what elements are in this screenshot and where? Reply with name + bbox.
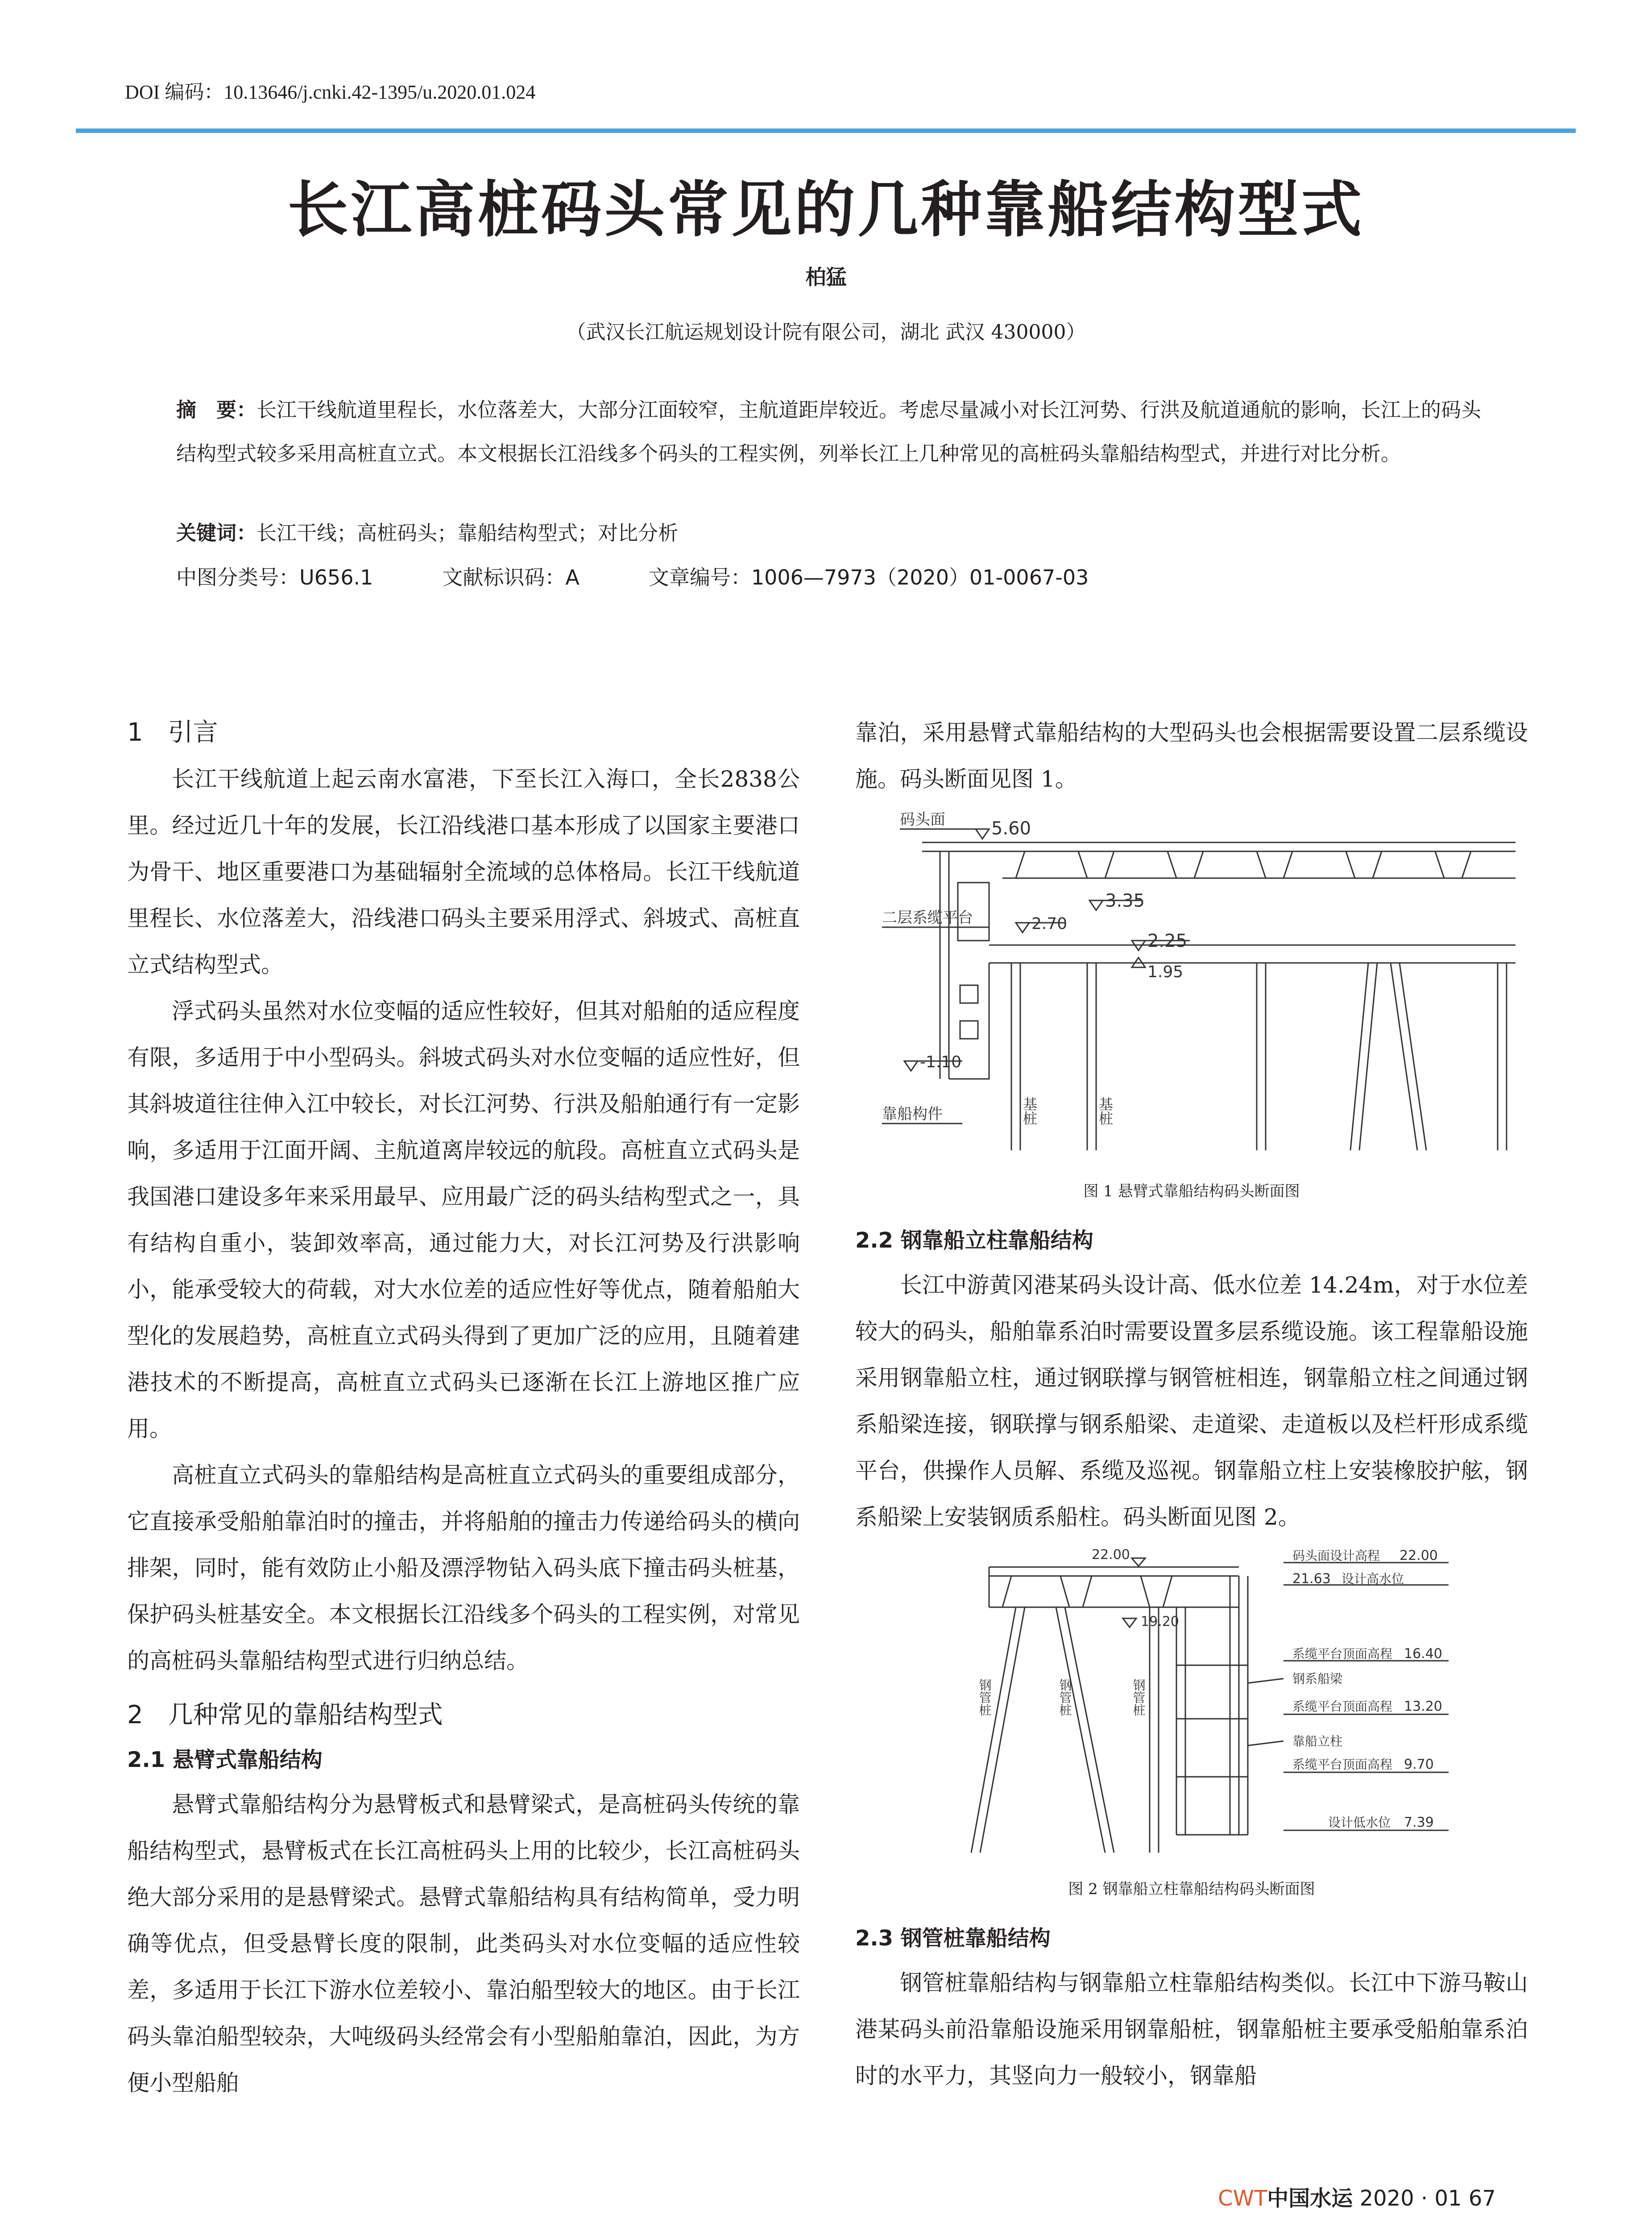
fig2-label-column: 靠船立柱: [1292, 1734, 1343, 1749]
fig1-label-pile: 基桩: [1021, 1097, 1038, 1125]
fig1-label-deck: 码头面: [900, 811, 945, 829]
classification-line: [176, 561, 1158, 591]
section-2-heading: 2 几种常见的靠船结构型式: [127, 1700, 443, 1729]
fig2-label-pile: 钢管桩: [1131, 1679, 1146, 1716]
paper-title: 长江高桩码头常见的几种靠船结构型式: [287, 174, 1365, 245]
paragraph: 钢管桩靠船结构与钢靠船立柱靠船结构类似。长江中下游马鞍山港某码头前沿靠船设施采用钢靠船桩，钢靠船桩主要承受船舶靠系泊时的水平力，其竖向力一般较小，钢靠船: [855, 1970, 1528, 2089]
fig2-el-high: 21.63: [1292, 1571, 1331, 1587]
figure-1-caption: 图 1 悬臂式靠船结构码头断面图: [1083, 1182, 1300, 1200]
fig2-el-deck: 22.00: [1399, 1549, 1438, 1563]
fig1-label-member: 靠船构件: [882, 1105, 943, 1123]
fig2-label-pile: 钢管桩: [977, 1679, 992, 1716]
fig2-label-pile: 钢管桩: [1057, 1679, 1072, 1716]
section-2-3-heading: 2.3 钢管桩靠船结构: [855, 1926, 1051, 1951]
fig2-el-low: 7.39: [1404, 1815, 1434, 1830]
fig1-el-335: 3.35: [1105, 891, 1145, 911]
abstract-label: 摘 要：: [176, 398, 257, 422]
section-1-heading: 1 引言: [127, 718, 218, 747]
affiliation: （武汉长江航运规划设计院有限公司，湖北 武汉 430000）: [566, 321, 1086, 344]
journal-logo-cwt: CWT: [1218, 2186, 1267, 2211]
issue: 2020 · 01: [1359, 2186, 1462, 2211]
page-number: 67: [1468, 2186, 1496, 2211]
fig2-label-platform-2: 系缆平台顶面高程: [1292, 1699, 1393, 1714]
doc-code: 文献标识码：A: [442, 565, 580, 589]
doi-line: DOI 编码：10.13646/j.cnki.42-1395/u.2020.01.024: [125, 81, 536, 103]
fig2-el-platform-3: 9.70: [1404, 1757, 1434, 1772]
paragraph: 浮式码头虽然对水位变幅的适应性较好，但其对船舶的适应程度有限，多适用于中小型码头。斜坡式码头对水位变幅的适应性好，但其斜坡道往往伸入江中较长，对长江河势、行洪及船舶通行有一定影响，多适用于江面开阔、主航道离岸较远的航段。高桩直立式码头是我国港口建设多年来采用最早、应用最广泛的码头结构型式之一，具有结构自重小，装卸效率高，通过能力大，对长江河势及行洪影响小，能承受较大的荷载，对大水位差的适应性好等优点，随着船舶大型化的发展趋势，高桩直立式码头得到了更加广泛的应用，且随着建港技术的不断提高，高桩直立式码头已逐渐在长江上游地区推广应用。: [127, 998, 800, 1442]
fig2-el-top: 22.00: [1092, 1549, 1130, 1563]
clc-number: 中图分类号：U656.1: [176, 565, 373, 589]
keywords: [176, 517, 678, 546]
fig1-label-pile: 基桩: [1097, 1097, 1114, 1125]
abstract: [176, 388, 1497, 476]
header-rule: [76, 129, 1576, 133]
fig2-el-platform-1: 16.40: [1404, 1646, 1442, 1662]
abstract-text: 长江干线航道里程长，水位落差大，大部分江面较窄，主航道距岸较近。考虑尽量减小对长江河势、行洪及航道通航的影响，长江上的码头结构型式较多采用高桩直立式。本文根据长江沿线多个码头的工程实例，列举长江上几种常见的高桩码头靠船结构型式，并进行对比分析。: [176, 398, 1482, 465]
fig1-el-195: 1.95: [1147, 963, 1184, 981]
fig2-el-platform-2: 13.20: [1404, 1699, 1442, 1714]
section-2-2-heading: 2.2 钢靠船立柱靠船结构: [855, 1228, 1093, 1253]
article-number: 文章编号：1006—7973（2020）01-0067-03: [648, 565, 1089, 589]
keywords-label: 关键词：: [176, 521, 257, 545]
fig1-el-270: 2.70: [1031, 915, 1068, 933]
paragraph: 长江干线航道上起云南水富港，下至长江入海口，全长2838公里。经过近几十年的发展，长江沿线港口基本形成了以国家主要港口为骨干、地区重要港口为基础辐射全流域的总体格局。长江干线航道里程长、水位落差大，沿线港口码头主要采用浮式、斜坡式、高桩直立式结构型式。: [127, 766, 800, 978]
fig1-el-low: -1.10: [920, 1053, 962, 1071]
author: 柏猛: [805, 265, 847, 289]
fig2-label-high: 设计高水位: [1341, 1572, 1404, 1586]
fig1-el-deck: 5.60: [991, 818, 1031, 839]
figure-2: [855, 1549, 1528, 1862]
fig1-el-225: 2.25: [1147, 931, 1188, 951]
figure-2-caption: 图 2 钢靠船立柱靠船结构码头断面图: [1068, 1880, 1315, 1898]
fig1-label-platform: 二层系缆平台: [882, 909, 973, 927]
paragraph: 悬臂式靠船结构分为悬臂板式和悬臂梁式，是高桩码头传统的靠船结构型式，悬臂板式在长江高桩码头上用的比较少，长江高桩码头绝大部分采用的是悬臂梁式。悬臂式靠船结构具有结构简单，受力明确等优点，但受悬臂长度的限制，此类码头对水位变幅的适应性较差，多适用于长江下游水位差较小、靠泊船型较大的地区。由于长江码头靠泊船型较杂，大吨级码头经常会有小型船舶靠泊，因此，为方便小型船舶: [127, 1791, 800, 2096]
left-column: [127, 709, 800, 2106]
keywords-text: 长江干线；高桩码头；靠船结构型式；对比分析: [257, 521, 679, 545]
section-2-1-heading: 2.1 悬臂式靠船结构: [127, 1747, 323, 1772]
paragraph: 长江中游黄冈港某码头设计高、低水位差 14.24m，对于水位差较大的码头，船舶靠系泊时需要设置多层系缆设施。该工程靠船设施采用钢靠船立柱，通过钢联撑与钢管桩相连，钢靠船立柱之间通过钢系船梁连接，钢联撑与钢系船梁、走道梁、走道板以及栏杆形成系缆平台，供操作人员解、系缆及巡视。钢靠船立柱上安装橡胶护舷，钢系船梁上安装钢质系船柱。码头断面见图 2。: [855, 1272, 1528, 1530]
fig2-label-deck: 码头面设计高程: [1292, 1549, 1380, 1563]
paragraph: 高桩直立式码头的靠船结构是高桩直立式码头的重要组成部分，它直接承受船舶靠泊时的撞击，并将船舶的撞击力传递给码头的横向排架，同时，能有效防止小船及漂浮物钻入码头底下撞击码头桩基，保护码头桩基安全。本文根据长江沿线多个码头的工程实例，对常见的高桩码头靠船结构型式进行归纳总结。: [127, 1462, 800, 1674]
journal-name: 中国水运: [1267, 2186, 1353, 2211]
fig2-label-beam: 钢系船梁: [1292, 1671, 1343, 1686]
paragraph: 靠泊，采用悬臂式靠船结构的大型码头也会根据需要设置二层系缆设施。码头断面见图 1。: [855, 720, 1528, 792]
figure-1: [855, 811, 1528, 1164]
fig2-label-platform-3: 系缆平台顶面高程: [1292, 1757, 1393, 1772]
fig2-label-low: 设计低水位: [1328, 1815, 1391, 1830]
fig2-el-1920: 19.20: [1141, 1614, 1179, 1630]
right-column: [855, 709, 1528, 2099]
fig2-label-platform-1: 系缆平台顶面高程: [1292, 1646, 1393, 1661]
page-footer: [1218, 2181, 1496, 2212]
